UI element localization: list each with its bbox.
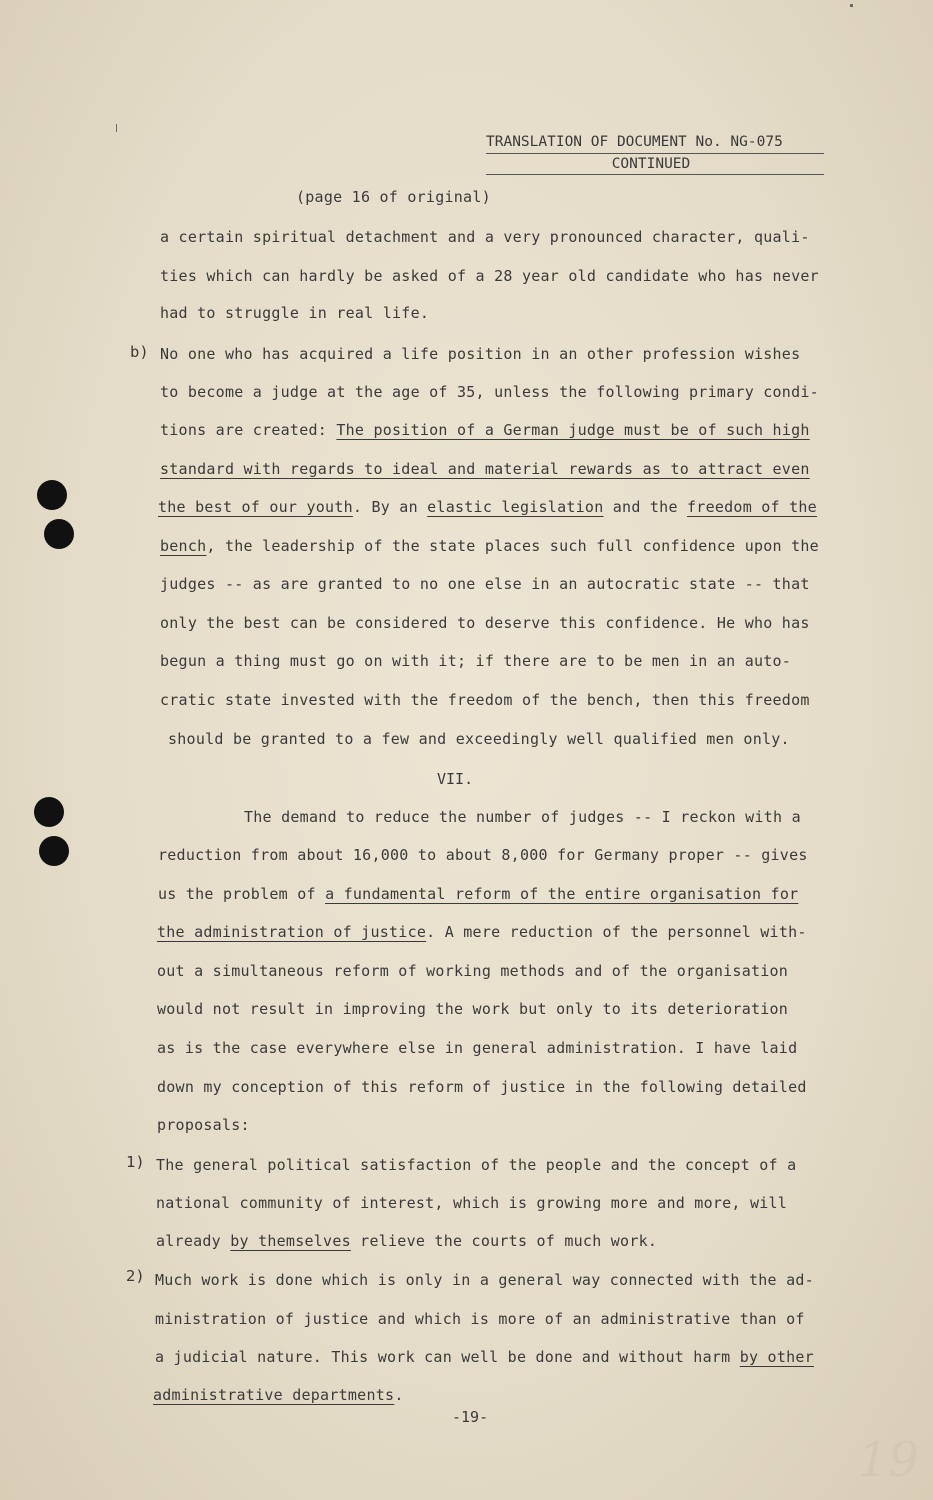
list-marker-1: 1) (126, 1153, 145, 1171)
body-text: relieve the courts of much work. (350, 1232, 658, 1250)
body-line: No one who has acquired a life position in an other profession wishes (160, 345, 801, 363)
body-line: as is the case everywhere else in general administration. I have laid (157, 1039, 798, 1057)
body-line (160, 420, 810, 440)
body-text: . (394, 1386, 404, 1404)
body-line (158, 497, 817, 517)
body-text: us the problem of (158, 885, 326, 903)
body-text: and the (603, 498, 688, 516)
page-number: -19- (452, 1408, 489, 1426)
punch-hole-4 (39, 836, 69, 866)
underlined-text: by themselves (230, 1232, 351, 1250)
underlined-text: by other (739, 1348, 814, 1366)
section-heading: VII. (437, 770, 474, 788)
underlined-text: standard with regards to ideal and material rewards as to attract even (160, 460, 810, 478)
body-line: should be granted to a few and exceedingly well qualified men only. (168, 730, 790, 748)
header-title: TRANSLATION OF DOCUMENT No. NG-075 (486, 132, 824, 154)
body-line (156, 1231, 657, 1251)
body-line: only the best can be considered to deserve this confidence. He who has (160, 614, 810, 632)
body-line: reduction from about 16,000 to about 8,000 for Germany proper -- gives (158, 846, 808, 864)
scan-mark (116, 124, 117, 132)
underlined-text: bench (160, 537, 207, 555)
underlined-text: The position of a German judge must be of such high (336, 421, 810, 439)
document-header (486, 132, 824, 175)
body-line: out a simultaneous reform of working methods and of the organisation (157, 962, 789, 980)
body-line: a certain spiritual detachment and a very pronounced character, quali- (160, 228, 810, 246)
body-line: The general political satisfaction of the people and the concept of a (156, 1156, 797, 1174)
body-line: would not result in improving the work but only to its deterioration (157, 1000, 789, 1018)
body-line: ministration of justice and which is more of an administrative than of (155, 1310, 805, 1328)
body-text: already (156, 1232, 231, 1250)
page-reference: (page 16 of original) (296, 188, 491, 206)
body-line: down my conception of this reform of justice in the following detailed (157, 1078, 807, 1096)
body-text: tions are created: (160, 421, 337, 439)
body-line (160, 459, 810, 479)
body-text: . By an (352, 498, 428, 516)
list-marker-b: b) (130, 343, 149, 361)
scan-mark (850, 4, 853, 7)
body-line: begun a thing must go on with it; if there are to be men in an auto- (160, 652, 792, 670)
underlined-text: the best of our youth (158, 498, 353, 516)
body-line: Much work is done which is only in a general way connected with the ad- (155, 1271, 814, 1289)
underlined-text: the administration of justice (157, 923, 427, 941)
punch-hole-2 (44, 519, 74, 549)
underlined-text: elastic legislation (427, 498, 604, 516)
body-line (155, 1347, 814, 1367)
body-line (157, 922, 807, 942)
corner-pencil-mark: 19 (858, 1432, 920, 1488)
body-line: to become a judge at the age of 35, unless the following primary condi- (160, 383, 819, 401)
body-line: judges -- as are granted to no one else in an autocratic state -- that (160, 575, 810, 593)
body-line: national community of interest, which is growing more and more, will (156, 1194, 788, 1212)
punch-hole-1 (37, 480, 67, 510)
body-line: ties which can hardly be asked of a 28 year old candidate who has never (160, 267, 819, 285)
body-line (153, 1385, 404, 1405)
underlined-text: a fundamental reform of the entire organisation for (325, 885, 799, 903)
body-text: , the leadership of the state places such full confidence upon the (206, 537, 819, 555)
body-line: proposals: (157, 1116, 250, 1134)
header-continued: CONTINUED (486, 154, 824, 175)
underlined-text: freedom of the (687, 498, 817, 516)
list-marker-2: 2) (126, 1267, 145, 1285)
body-line: The demand to reduce the number of judges -- I reckon with a (244, 808, 801, 826)
body-line: had to struggle in real life. (160, 304, 430, 322)
body-line (158, 884, 798, 904)
punch-hole-3 (34, 797, 64, 827)
body-text: . A mere reduction of the personnel with- (426, 923, 807, 941)
underlined-text: administrative departments (153, 1386, 395, 1404)
body-line (160, 536, 819, 556)
body-text: a judicial nature. This work can well be done and without harm (155, 1348, 740, 1366)
body-line: cratic state invested with the freedom of the bench, then this freedom (160, 691, 810, 709)
